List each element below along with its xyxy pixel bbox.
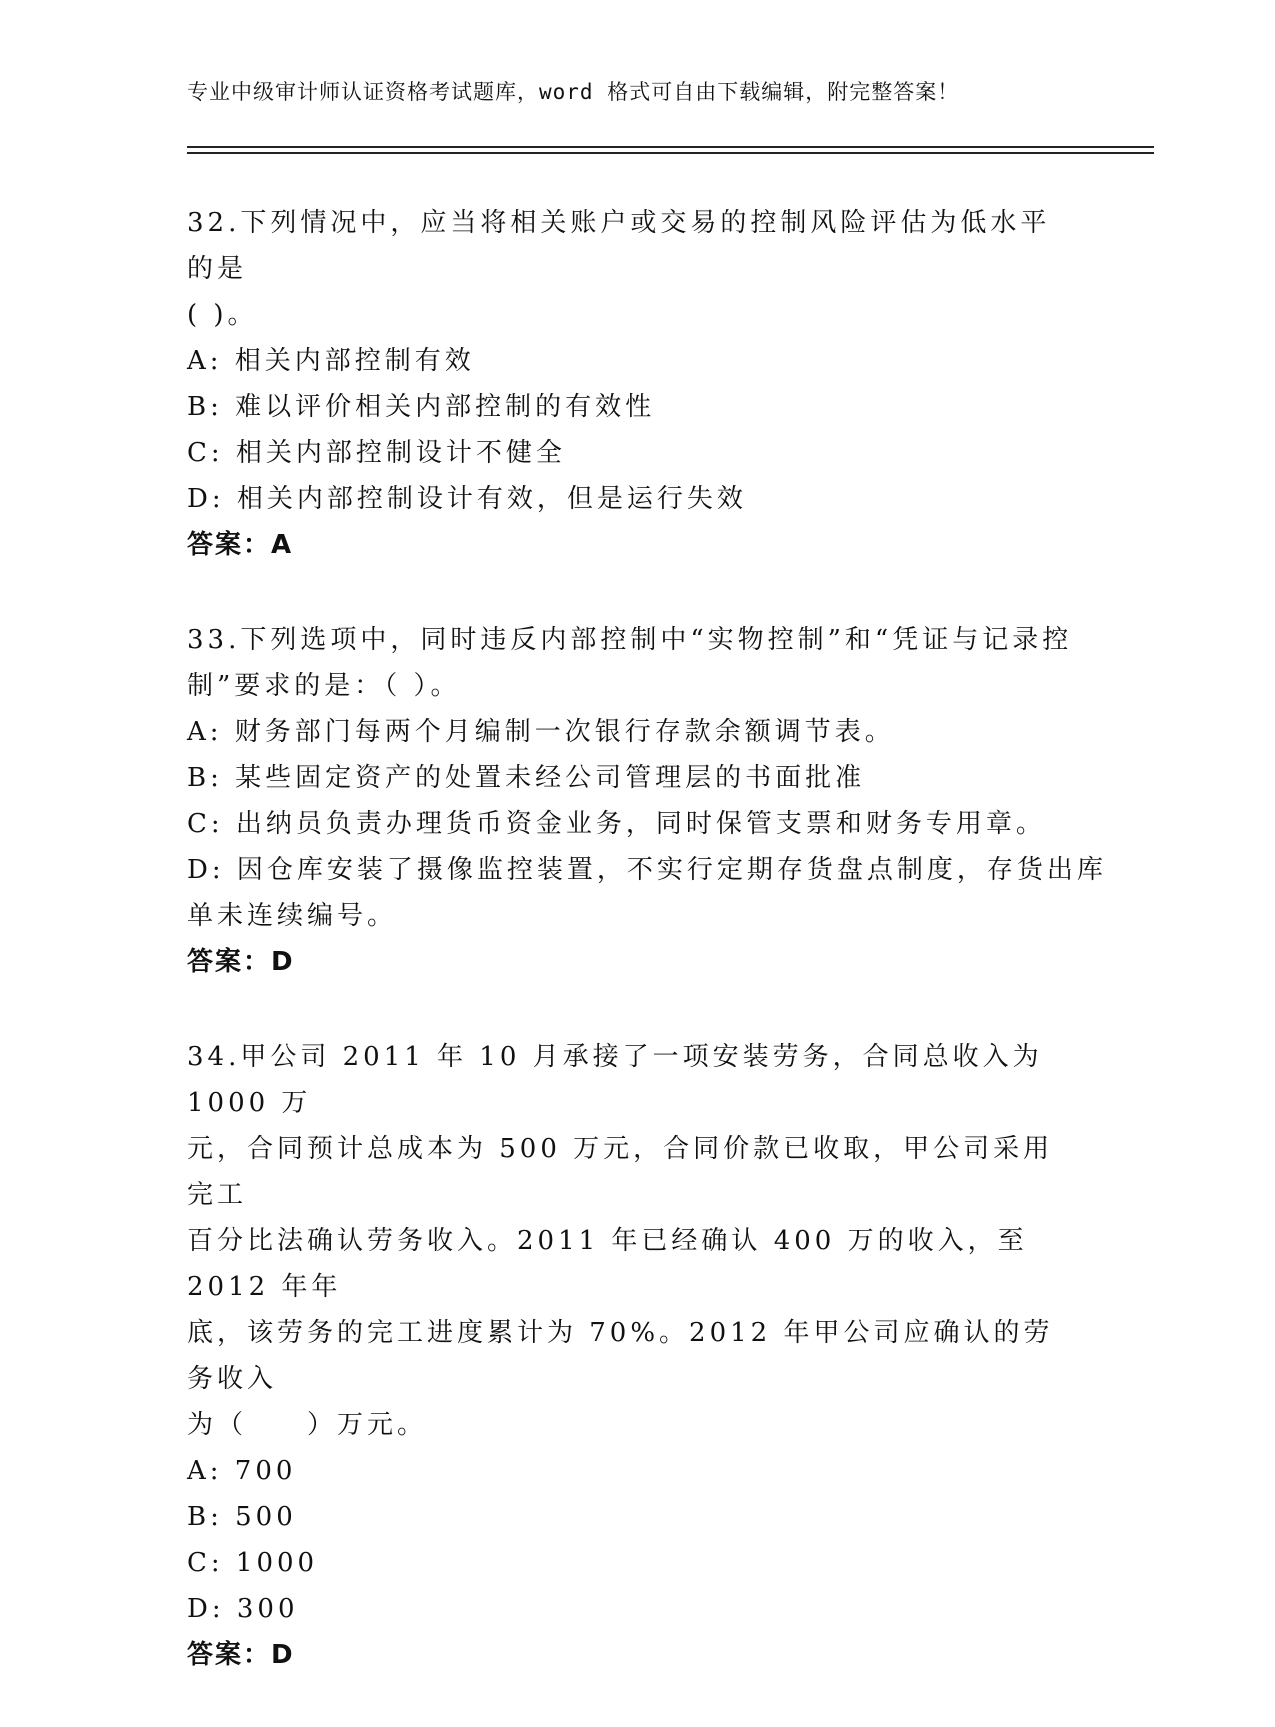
option-a: A: 700 [187, 1456, 297, 1486]
answer: 答案：A [187, 530, 294, 560]
question-text: 34.甲公司 2011 年 10 月承接了一项安装劳务，合同总收入为 1000 万 [187, 1042, 1043, 1118]
question-text: ( )。 [187, 300, 258, 330]
option-a: A: 相关内部控制有效 [187, 346, 475, 376]
question-text: 百分比法确认劳务收入。2011 年已经确认 400 万的收入，至 2012 年年 [187, 1226, 1028, 1302]
answer: 答案：D [187, 1640, 295, 1670]
option-c: C: 相关内部控制设计不健全 [187, 438, 566, 468]
option-b: B: 500 [187, 1502, 297, 1532]
question-text: 33.下列选项中，同时违反内部控制中“实物控制”和“凭证与记录控 [187, 625, 1073, 655]
page-header: 专业中级审计师认证资格考试题库，word 格式可自由下载编辑，附完整答案！ [187, 80, 960, 104]
option-d: D: 因仓库安装了摄像监控装置，不实行定期存货盘点制度，存货出库 [187, 855, 1107, 885]
option-b: B: 某些固定资产的处置未经公司管理层的书面批准 [187, 763, 866, 793]
option-d: D: 相关内部控制设计有效，但是运行失效 [187, 484, 747, 514]
option-a: A: 财务部门每两个月编制一次银行存款余额调节表。 [187, 717, 895, 747]
option-c: C: 1000 [187, 1548, 319, 1578]
option-c: C: 出纳员负责办理货币资金业务，同时保管支票和财务专用章。 [187, 809, 1046, 839]
question-34 [187, 1034, 1077, 1678]
question-text: 为（ ）万元。 [187, 1410, 428, 1440]
option-b: B: 难以评价相关内部控制的有效性 [187, 392, 656, 422]
answer: 答案：D [187, 947, 295, 977]
question-text: 底，该劳务的完工进度累计为 70%。2012 年甲公司应确认的劳务收入 [187, 1318, 1054, 1394]
question-33 [187, 617, 1107, 985]
option-d: D: 300 [187, 1594, 299, 1624]
header-divider [187, 146, 1154, 154]
question-32 [187, 200, 1077, 568]
question-text: 32.下列情况中，应当将相关账户或交易的控制风险评估为低水平的是 [187, 208, 1051, 284]
option-d-continued: 单未连续编号。 [187, 901, 398, 931]
question-list [187, 200, 1107, 1727]
question-text: 元，合同预计总成本为 500 万元，合同价款已收取，甲公司采用完工 [187, 1134, 1054, 1210]
question-text: 制”要求的是：（ ）。 [187, 671, 461, 701]
